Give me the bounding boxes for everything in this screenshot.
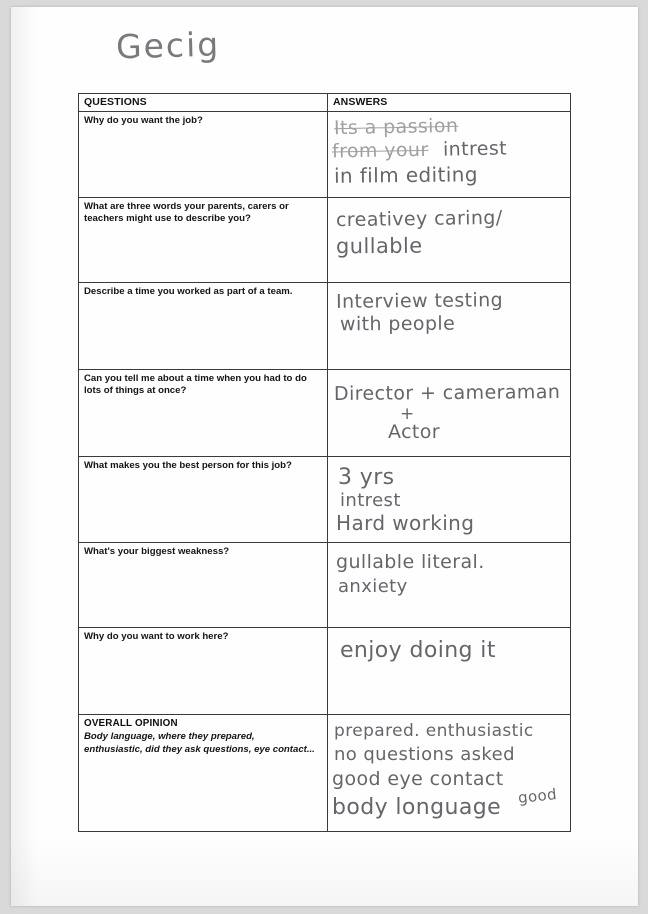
handwritten-answer-line: Hard working <box>336 511 475 535</box>
handwritten-answer-line: + <box>400 404 415 424</box>
question-cell <box>79 543 328 628</box>
answer-cell <box>328 370 571 457</box>
overall-opinion-title: OVERALL OPINION <box>84 718 178 729</box>
answer-cell <box>328 198 571 283</box>
handwritten-answer-line: creativey caring/ <box>335 206 503 232</box>
interview-feedback-table <box>78 93 571 832</box>
question-cell <box>79 457 328 543</box>
answer-cell <box>328 283 571 370</box>
handwritten-answer-line: no questions asked <box>334 744 515 765</box>
header-label-questions: QUESTIONS <box>84 96 147 108</box>
answer-cell <box>328 112 571 198</box>
table-row <box>79 457 571 543</box>
question-cell <box>79 370 328 457</box>
question-text: Why do you want to work here? <box>84 631 229 642</box>
question-text: Why do you want the job? <box>84 115 203 126</box>
handwritten-answer-line: anxiety <box>338 576 408 597</box>
table-header-row <box>79 94 571 112</box>
answer-cell <box>328 457 571 543</box>
handwritten-answer-line: in film editing <box>333 162 479 188</box>
handwritten-answer-line: from your intrest <box>331 137 508 163</box>
question-cell <box>79 112 328 198</box>
handwritten-answer-line: gullable <box>335 233 423 259</box>
header-cell-answers <box>328 94 571 112</box>
handwritten-student-name: Gecig <box>115 24 221 67</box>
table-row <box>79 543 571 628</box>
answer-cell <box>328 543 571 628</box>
overall-opinion-prompt-cell <box>79 715 328 832</box>
header-cell-questions <box>79 94 328 112</box>
question-text: What's your biggest weakness? <box>84 546 230 557</box>
answer-cell <box>328 628 571 715</box>
handwritten-answer-line: Interview testing <box>335 289 504 313</box>
question-cell <box>79 283 328 370</box>
question-text: Can you tell me about a time when you had to do lots of things at once? <box>84 373 307 397</box>
overall-opinion-row <box>79 715 571 832</box>
handwritten-answer-line: 3 yrs <box>338 465 395 490</box>
table-row <box>79 370 571 457</box>
handwritten-answer-line: intrest <box>340 490 401 511</box>
handwritten-answer-line: enjoy doing it <box>340 638 496 663</box>
table-row <box>79 283 571 370</box>
handwritten-answer-line: good <box>517 785 558 807</box>
table-row <box>79 112 571 198</box>
handwritten-answer-line: body longuage <box>332 795 502 820</box>
handwritten-answer-line: gullable literal. <box>336 551 485 573</box>
handwritten-answer-line: good eye contact <box>332 768 504 790</box>
question-text: What are three words your parents, carers or teachers might use to describe you? <box>84 201 289 225</box>
question-cell <box>79 198 328 283</box>
question-text: What makes you the best person for this job? <box>84 460 292 471</box>
handwritten-answer-line: Actor <box>388 421 440 443</box>
handwritten-answer-line: Its a passion <box>333 114 459 140</box>
header-label-answers: ANSWERS <box>333 96 388 108</box>
question-text: Describe a time you worked as part of a team. <box>84 286 293 297</box>
overall-opinion-subtitle: Body language, where they prepared, enthusiastic, did they ask questions, eye contact... <box>84 731 315 755</box>
table-row <box>79 628 571 715</box>
handwritten-answer-line: prepared. enthusiastic <box>334 721 534 741</box>
handwritten-answer-line: Director + cameraman <box>333 381 561 405</box>
table-row <box>79 198 571 283</box>
overall-opinion-answer-cell <box>328 715 571 832</box>
handwritten-answer-line: with people <box>339 312 456 336</box>
question-cell <box>79 628 328 715</box>
